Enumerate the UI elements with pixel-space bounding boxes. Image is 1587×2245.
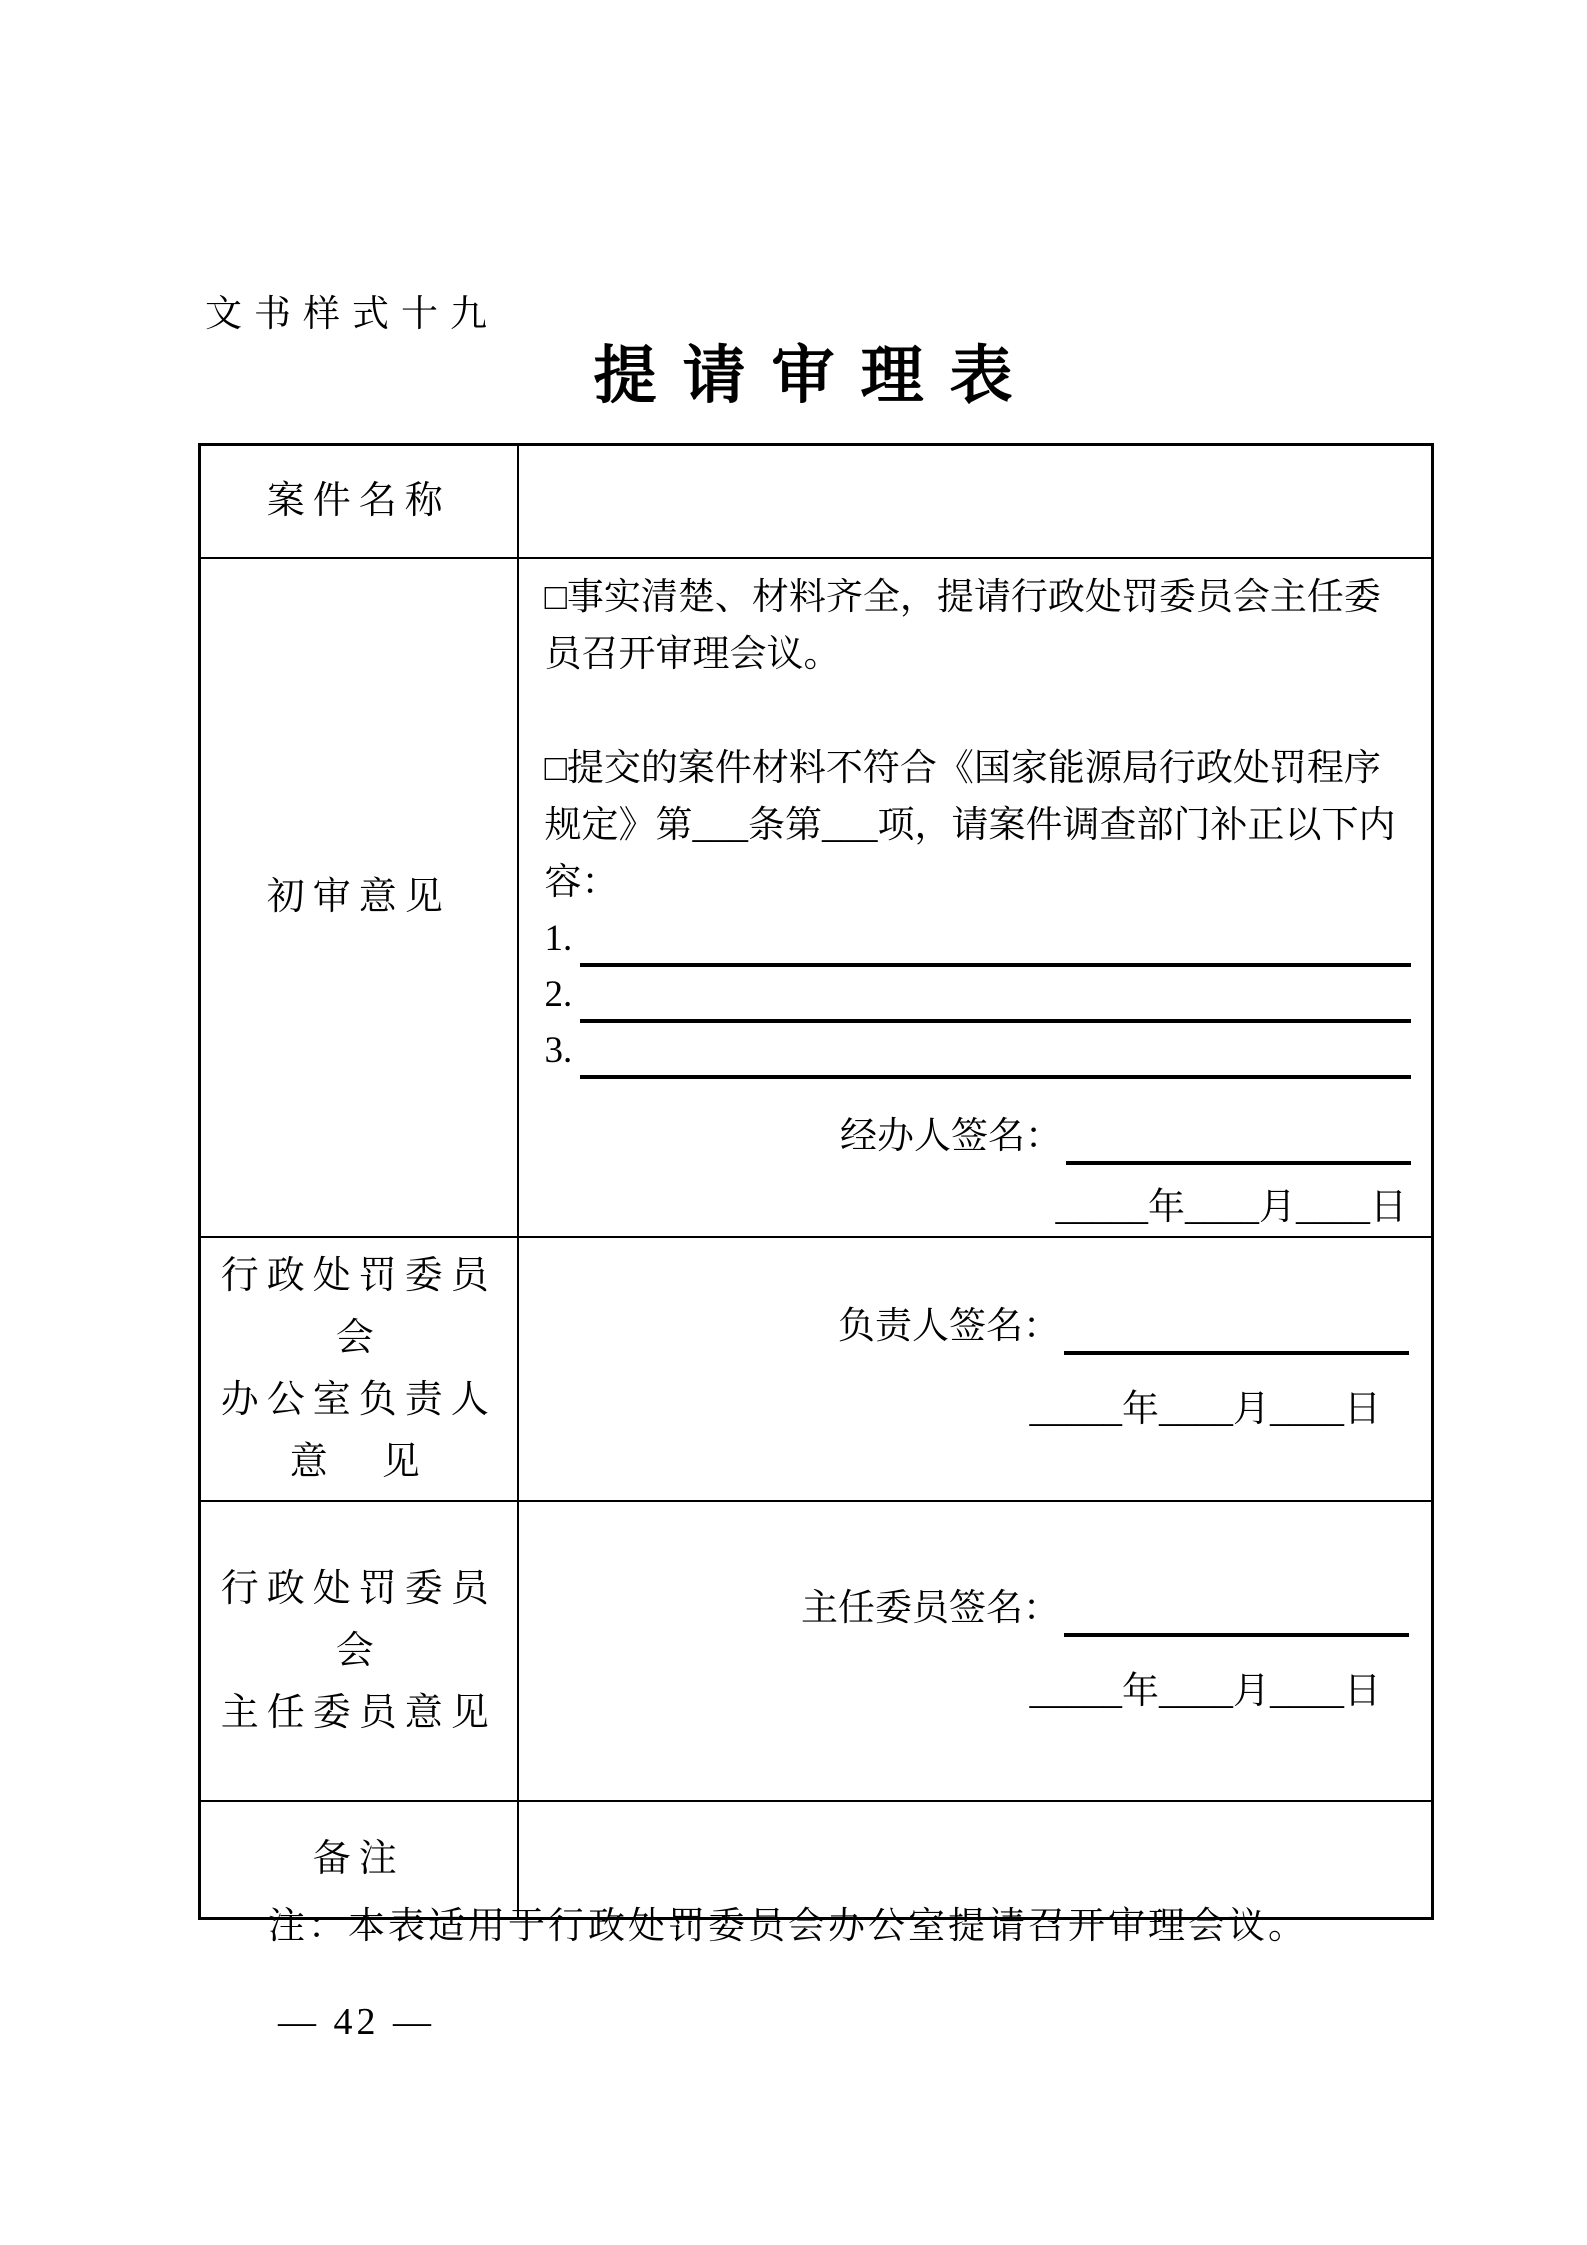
- date-line: _____年____月____日: [1029, 1671, 1381, 1712]
- label-line: 主任委员意见: [220, 1691, 497, 1734]
- date-line: _____年____月____日: [1029, 1389, 1381, 1430]
- table-row-initial-review: [200, 558, 1433, 1237]
- list-item-2: [545, 967, 1412, 1023]
- chief-member-content: [518, 1501, 1433, 1801]
- office-head-signature-row: [838, 1299, 1409, 1355]
- blank-line: [580, 921, 1411, 967]
- office-head-label: [200, 1237, 518, 1501]
- footer-note: 注：本表适用于行政处罚委员会办公室提请召开审理会议。: [268, 1906, 1308, 1947]
- table-row-chief-member-opinion: [200, 1501, 1433, 1801]
- remarks-label: 备注: [200, 1801, 518, 1919]
- signature-label: 主任委员签名：: [801, 1588, 1060, 1629]
- chief-member-label: [200, 1501, 518, 1801]
- label-line: 办公室负责人: [220, 1378, 497, 1421]
- case-name-label: 案件名称: [200, 445, 518, 558]
- signature-blank-line: [1066, 1119, 1411, 1165]
- page-title: 提请审理表: [593, 341, 1039, 411]
- list-item-1: [545, 911, 1412, 967]
- item-number: 2.: [544, 973, 573, 1015]
- table-row-office-head-opinion: [200, 1237, 1433, 1501]
- signature-blank-line: [1064, 1309, 1409, 1355]
- blank-line: [580, 1033, 1411, 1079]
- checkbox-option-clear-facts: □事实清楚、材料齐全，提请行政处罚委员会主任委员召开审理会议。: [544, 576, 1381, 675]
- signature-label: 经办人签名：: [840, 1115, 1062, 1157]
- case-name-value: [518, 445, 1433, 558]
- doc-style-label: 文书样式十九: [205, 294, 499, 335]
- page-number: — 42 —: [278, 2001, 435, 2043]
- signature-blank-line: [1064, 1591, 1409, 1637]
- label-line: 意 见: [289, 1440, 428, 1483]
- chief-member-signature-row: [801, 1581, 1409, 1637]
- checkbox-option-incomplete-materials: □提交的案件材料不符合《国家能源局行政处罚程序规定》第___条第___项，请案件调查部门补正以下内容：: [544, 747, 1396, 903]
- date-line: _____年____月____日: [1055, 1186, 1407, 1228]
- initial-review-label: 初审意见: [200, 558, 518, 1237]
- handler-signature-row: [545, 1109, 1412, 1165]
- item-number: 3.: [544, 1029, 573, 1071]
- initial-review-content: [518, 558, 1433, 1237]
- table-row-case-name: [200, 445, 1433, 558]
- review-request-form-table: [198, 443, 1434, 1920]
- list-item-3: [545, 1023, 1412, 1079]
- blank-line: [580, 977, 1411, 1023]
- label-line: 行政处罚委员会: [220, 1567, 497, 1672]
- label-line: 行政处罚委员会: [220, 1254, 497, 1359]
- office-head-content: [518, 1237, 1433, 1501]
- item-number: 1.: [544, 917, 573, 959]
- signature-label: 负责人签名：: [838, 1306, 1060, 1347]
